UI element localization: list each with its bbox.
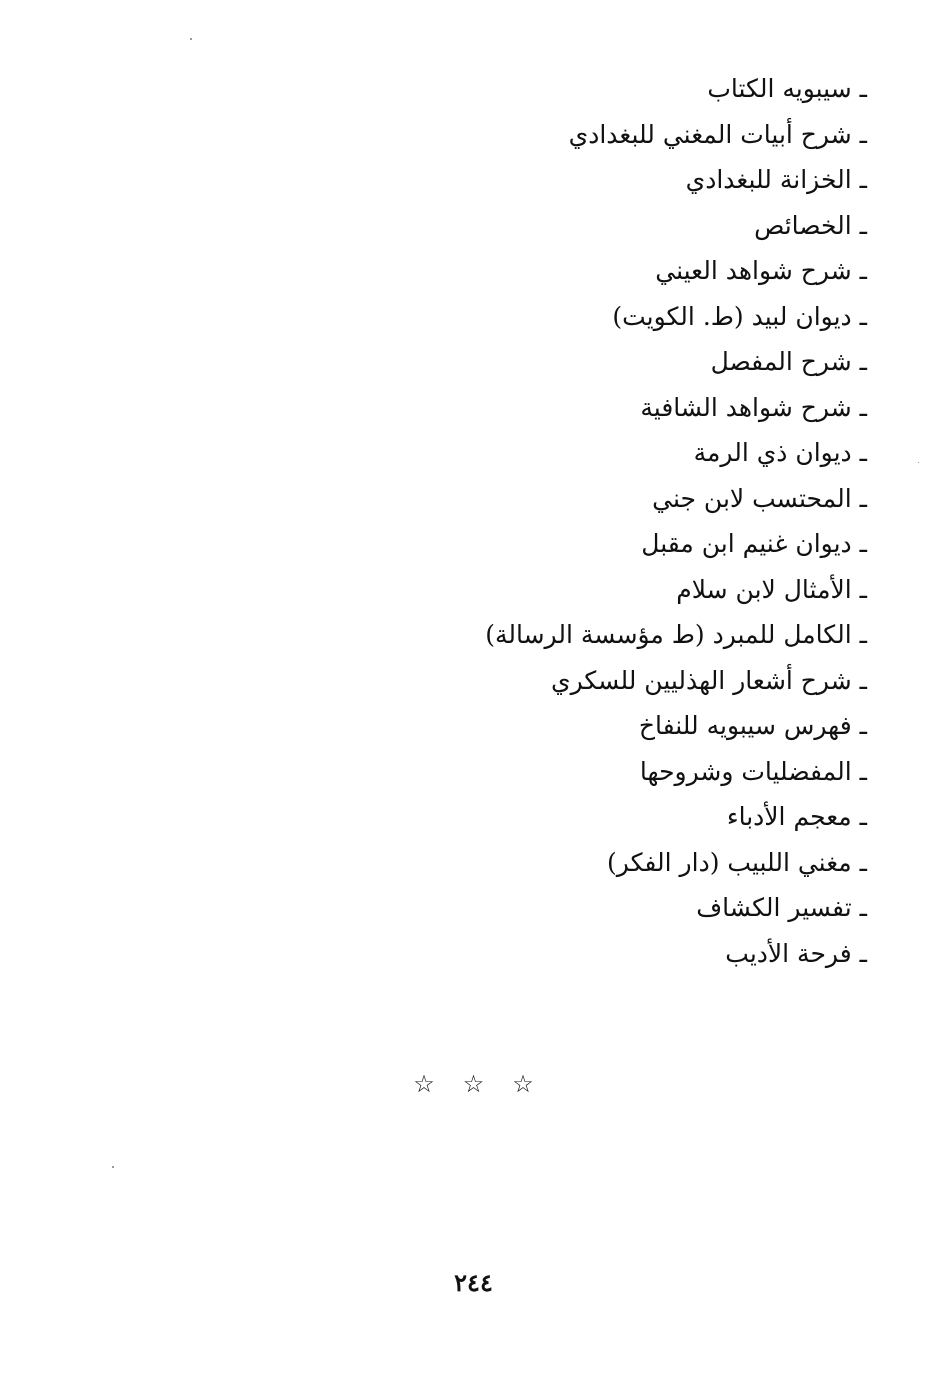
list-bullet: ـ [859, 347, 867, 376]
reference-item [167, 840, 867, 886]
reference-title: الخصائص [754, 210, 852, 240]
list-bullet: ـ [859, 165, 867, 194]
star-icon: ☆ [512, 1070, 534, 1098]
reference-item [167, 658, 867, 704]
reference-title: مغني اللبيب (دار الفكر) [607, 847, 852, 877]
scan-speck [190, 38, 192, 40]
list-bullet: ـ [859, 756, 867, 786]
list-bullet: ـ [859, 802, 867, 831]
list-bullet: ـ [859, 711, 867, 740]
reference-item [167, 794, 867, 840]
reference-title: ديوان غنيم ابن مقبل [641, 529, 852, 558]
reference-title: المحتسب لابن جني [652, 483, 852, 513]
page-number: ٢٤٤ [454, 1268, 493, 1297]
reference-title: شرح شواهد الشافية [640, 392, 852, 422]
reference-title: تفسير الكشاف [696, 893, 852, 922]
star-icon: ☆ [462, 1070, 485, 1098]
list-bullet: ـ [859, 938, 867, 968]
reference-item [167, 248, 867, 294]
reference-title: الخزانة للبغدادي [685, 165, 852, 194]
reference-item [167, 476, 867, 522]
list-bullet: ـ [859, 438, 867, 467]
list-bullet: ـ [859, 301, 867, 331]
reference-title: فرحة الأديب [725, 938, 852, 968]
list-bullet: ـ [859, 119, 867, 149]
list-bullet: ـ [859, 483, 867, 513]
star-icon: ☆ [413, 1070, 435, 1098]
reference-title: الأمثال لابن سلام [676, 574, 852, 604]
list-bullet: ـ [859, 256, 867, 285]
reference-title: معجم الأدباء [726, 802, 852, 831]
reference-item [167, 430, 867, 476]
list-bullet: ـ [859, 210, 867, 240]
section-separator-stars [0, 1070, 947, 1098]
list-bullet: ـ [859, 74, 867, 103]
references-list [167, 66, 867, 976]
scan-speck [112, 1166, 114, 1168]
reference-title: ديوان ذي الرمة [693, 438, 852, 467]
reference-item [167, 157, 867, 203]
reference-title: شرح أشعار الهذليين للسكري [551, 665, 852, 695]
reference-item [167, 749, 867, 795]
reference-title: المفضليات وشروحها [639, 756, 852, 786]
scan-speck [918, 462, 919, 463]
reference-item [167, 703, 867, 749]
reference-title: الكامل للمبرد (ط مؤسسة الرسالة) [485, 620, 852, 649]
reference-title: سيبويه الكتاب [707, 74, 852, 103]
reference-title: شرح المفصل [710, 347, 852, 376]
reference-title: شرح أبيات المغني للبغدادي [568, 119, 852, 149]
reference-item [167, 339, 867, 385]
reference-item [167, 385, 867, 431]
list-bullet: ـ [859, 392, 867, 422]
reference-item [167, 612, 867, 658]
list-bullet: ـ [859, 847, 867, 877]
reference-title: فهرس سيبويه للنفاخ [638, 711, 852, 740]
reference-title: ديوان لبيد (ط. الكويت) [612, 301, 852, 331]
reference-item [167, 521, 867, 567]
reference-item [167, 294, 867, 340]
list-bullet: ـ [859, 574, 867, 604]
list-bullet: ـ [859, 620, 867, 649]
reference-item [167, 885, 867, 931]
reference-item [167, 112, 867, 158]
reference-item [167, 203, 867, 249]
list-bullet: ـ [859, 529, 867, 558]
list-bullet: ـ [859, 893, 867, 922]
reference-title: شرح شواهد العيني [655, 256, 852, 285]
reference-item [167, 567, 867, 613]
reference-item [167, 66, 867, 112]
reference-item [167, 931, 867, 977]
list-bullet: ـ [859, 665, 867, 695]
